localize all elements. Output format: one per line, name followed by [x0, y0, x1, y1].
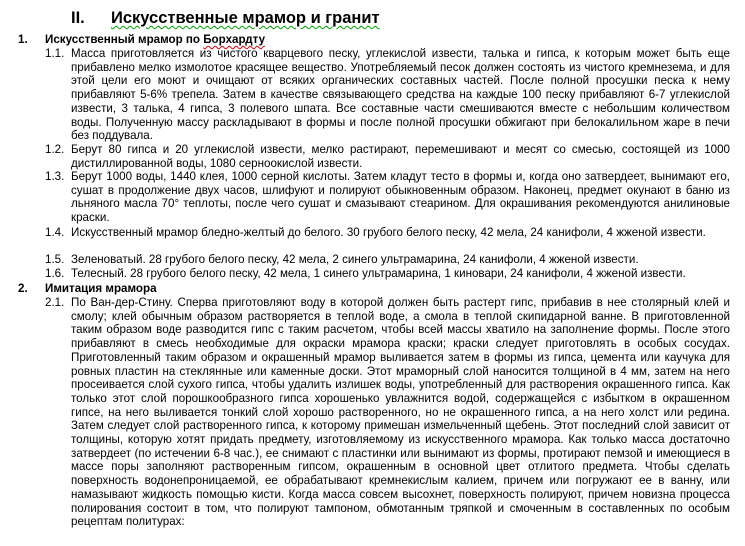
paragraph-text: Берут 1000 воды, 1440 клея, 1000 серной кислоты. Затем кладут тесто в формы и, когда оно затвердеет, вынимают его, сушат в продолжение двух часов, шлифуют и полируют обыкновенным образом. Наконец, предмет окунают в баню из льняного масла 70° теплоты, после чего сушат и смазывают стеарином. Для окрашивания рекомендуются анилиновые краски. — [71, 170, 730, 225]
paragraph-number: 1.3. — [45, 170, 65, 183]
section-1-title-name: Борхардту — [203, 33, 266, 46]
paragraph-text: По Ван-дер-Стину. Сперва приготовляют воду в которой должен быть растерт гипс, прибавив в нее столярный клей и смолу; клей обычным образом растворяется в теплой воде, а смола в теплой скипидарной ванне. В приготовленной таким образом воде разводится гипс с таким расчетом, чтобы всей массы хватило на заполнение формы. После этого прибавляют в смесь необходимые для окраски мрамора краски; краски следует приготовлять в особых сосудах. Приготовленный таким образом и окрашенный мрамор выливается затем в формы из гипса, цемента или каучука для ровных пластин на стеклянные или каменные доски. Этот мраморный слой наносится толщиной в 4 мм, затем на него просеивается слой сухого гипса, чтобы удалить излишек воды, употребленный для растворения окрашенного гипса. Как только этот слой порошкообразного гипса хорошенько увлажнится водой, содержащейся с избытком в окрашенном гипсе, на него выливается тонкий слой хорошо растворенного, но не окрашенного гипса, а на него холст или редина. Затем следует слой растворенного гипса, к которому примешан измельченный щебень. Этот последний слой зависит от толщины, которую хотят придать предмету, изготовляемому из искусственного мрамора. Как только масса достаточно затвердеет (по истечении 6-8 час.), ее снимают с пластинки или вынимают из формы, протирают пемзой и имеющиеся в массе поры заполняют растворенным гипсом, окрашенным в основной цвет отлитого предмета. Чтобы сделать поверхность водонепроницаемой, ее обрабатывают кремнекислым калием, причем или погружают ее в ванну, или намазывают жидкость помощью кисти. Когда масса совсем высохнет, поверхность полируют, причем новизна процесса полирования состоит в том, что полируют тампоном, обмотанным тряпкой и смоченным в составленных по особым рецептам политурах: — [71, 296, 730, 529]
paragraph-number: 1.6. — [45, 267, 65, 280]
chapter-title: Искусственные мрамор и гранит — [111, 9, 380, 27]
paragraph-number: 1.1. — [45, 47, 65, 60]
paragraph-text: Искусственный мрамор бледно-желтый до белого. 30 грубого белого песку, 42 мела, 24 канифоли, 4 жженой извести. — [71, 226, 706, 239]
paragraph-number: 1.5. — [45, 253, 65, 266]
paragraph-number: 2.1. — [45, 296, 65, 309]
chapter-heading — [71, 8, 380, 28]
section-1-title-text: Искусственный мрамор по — [45, 33, 204, 46]
section-2-title-text: Имитация мрамора — [45, 282, 157, 295]
paragraph-text: Берут 80 гипса и 20 углекислой извести, мелко растирают, перемешивают и месят со смесью, состоящей из 1000 дистиллированной воды, 1080 серноокислой извести. — [71, 143, 730, 170]
paragraph-text: Телесный. 28 грубого белого песку, 42 мела, 1 синего ультрамарина, 1 киновари, 24 канифоли, 4 жженой извести. — [71, 267, 686, 280]
section-2-number: 2. — [18, 282, 28, 295]
paragraph-text: Масса приготовляется из чистого кварцевого песку, углекислой извести, талька и гипса, к которым может быть еще прибавлено мелко измолотое красящее вещество. Употребляемый песок должен состоять из чистого кремнезема, и для этой цели его моют и очищают от всяких органических составных частей. После полной просушки песка к нему прибавляют 5-6% трепела. Затем в качестве связывающего средства на каждые 100 песку прибавляют 6-7 углекислой извести, 3 талька, 4 гипса, 3 полевого шпата. Все составные части смешиваются вместе с небольшим количеством воды. Полученную массу раскладывают в формы и после полной просушки обжигают при белокалильном жаре в печи без поддувала. — [71, 47, 730, 143]
section-1-number: 1. — [18, 33, 28, 46]
paragraph-number: 1.2. — [45, 143, 65, 156]
paragraph-text: Зеленоватый. 28 грубого белого песку, 42 мела, 2 синего ультрамарина, 24 канифоли, 4 жженой извести. — [71, 253, 639, 266]
paragraph-number: 1.4. — [45, 226, 65, 239]
chapter-number: II. — [71, 9, 85, 27]
